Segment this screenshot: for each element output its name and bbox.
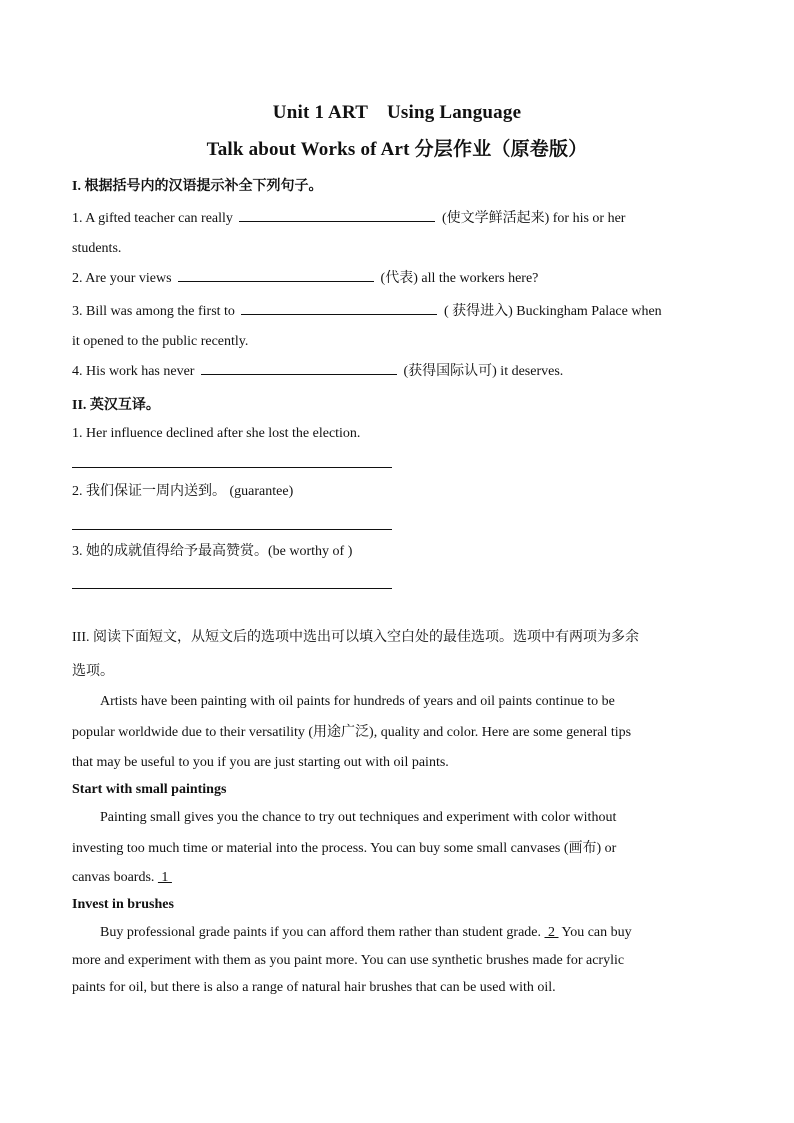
passage-text: Buy professional grade paints if you can afford them rather than student grade.	[100, 925, 541, 940]
section1-item-2	[72, 267, 732, 287]
section2-heading: II. 英汉互译。	[72, 398, 160, 413]
passage-text: canvas boards.	[72, 870, 155, 885]
passage-line: investing too much time or material into the process. You can buy some small canvases (画布) or	[72, 841, 617, 856]
page-title: Unit 1 ART Using Language	[272, 102, 522, 123]
passage-line-with-blank-1	[72, 870, 732, 886]
passage-line-with-blank-2	[100, 925, 760, 941]
item-4-prompt: 4. His work has never	[72, 364, 195, 379]
item-1-prompt: 1. A gifted teacher can really	[72, 211, 233, 226]
item-3-hint: ( 获得进入) Buckingham Palace when	[443, 304, 662, 319]
passage-line: Artists have been painting with oil paints for hundreds of years and oil paints continue to be	[100, 694, 615, 709]
page-subtitle: Talk about Works of Art 分层作业（原卷版）	[206, 139, 588, 160]
answer-line[interactable]	[72, 467, 392, 468]
subheading-start-small: Start with small paintings	[72, 782, 227, 797]
answer-line[interactable]	[72, 529, 392, 530]
section1-item-3-cont: it opened to the public recently.	[72, 334, 249, 349]
passage-line: that may be useful to you if you are just starting out with oil paints.	[72, 755, 449, 770]
section2-item-3: 3. 她的成就值得给予最高赞赏。(be worthy of )	[72, 544, 353, 559]
blank-1[interactable]: 1	[157, 870, 172, 885]
blank-2[interactable]: 2	[544, 925, 559, 940]
passage-line: popular worldwide due to their versatility (用途广泛), quality and color. Here are some general tips	[72, 725, 632, 740]
passage-line: paints for oil, but there is also a range of natural hair brushes that can be used with oil.	[72, 980, 556, 995]
passage-line: more and experiment with them as you paint more. You can use synthetic brushes made for acrylic	[72, 953, 625, 968]
answer-blank[interactable]	[241, 300, 437, 315]
item-2-prompt: 2. Are your views	[72, 271, 172, 286]
item-3-prompt: 3. Bill was among the first to	[72, 304, 235, 319]
section1-item-1	[72, 207, 732, 227]
section3-heading-cont: 选项。	[72, 664, 114, 679]
section1-heading: I. 根据括号内的汉语提示补全下列句子。	[72, 179, 323, 194]
section1-item-1-cont: students.	[72, 241, 122, 256]
item-2-hint: (代表) all the workers here?	[380, 271, 539, 286]
answer-line[interactable]	[72, 588, 392, 589]
answer-blank[interactable]	[178, 267, 374, 282]
answer-blank[interactable]	[201, 360, 397, 375]
item-1-hint: (使文学鲜活起来) for his or her	[441, 211, 626, 226]
section2-item-1: 1. Her influence declined after she lost the election.	[72, 426, 361, 441]
section1-item-4	[72, 360, 732, 380]
passage-text: You can buy	[561, 925, 632, 940]
item-4-hint: (获得国际认可) it deserves.	[403, 364, 564, 379]
section3-heading: III. 阅读下面短文，从短文后的选项中选出可以填入空白处的最佳选项。选项中有两项为多余	[72, 630, 639, 645]
answer-blank[interactable]	[239, 207, 435, 222]
section1-item-3	[72, 300, 732, 320]
section2-item-2: 2. 我们保证一周内送到。 (guarantee)	[72, 484, 294, 499]
passage-line: Painting small gives you the chance to try out techniques and experiment with color without	[100, 810, 617, 825]
subheading-invest-brushes: Invest in brushes	[72, 897, 174, 912]
